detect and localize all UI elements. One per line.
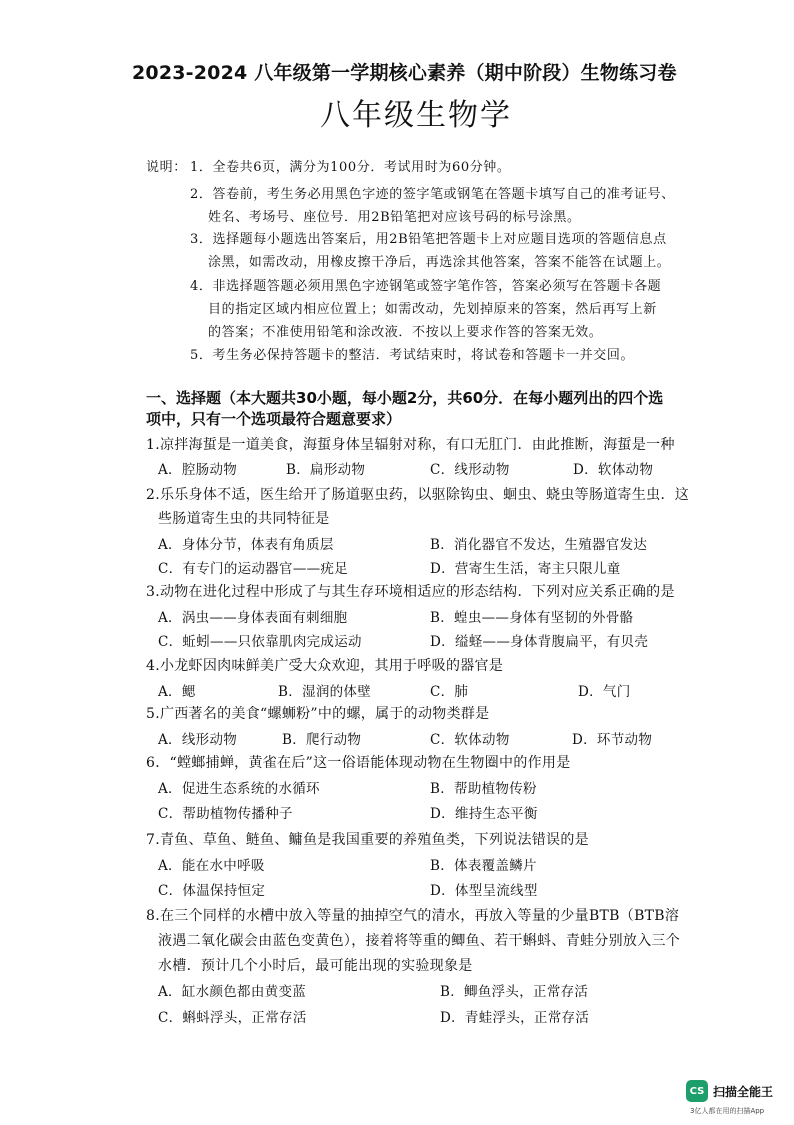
exam-subtitle: 八年级生物学 — [320, 98, 512, 133]
scanner-watermark — [686, 1080, 773, 1102]
option: D．青蛙浮头，正常存活 — [440, 1010, 590, 1026]
option: A．涡虫——身体表面有刺细胞 — [158, 610, 348, 626]
question-5: 5.广西著名的美食“螺蛳粉”中的螺，属于的动物类群是 — [146, 706, 490, 722]
question-6: 6．“螳螂捕蝉，黄雀在后”这一俗语能体现动物在生物圈中的作用是 — [146, 755, 571, 771]
option: B．帮助植物传粉 — [430, 781, 537, 797]
notes-label: 说明： — [146, 160, 187, 175]
note-line: 目的指定区域内相应位置上；如需改动，先划掉原来的答案，然后再写上新 — [208, 302, 657, 317]
scanner-name: 扫描全能王 — [713, 1084, 774, 1099]
option: D．软体动物 — [573, 462, 654, 478]
option: B．消化器官不发达，生殖器官发达 — [430, 537, 648, 553]
question-2-cont: 些肠道寄生虫的共同特征是 — [158, 511, 330, 527]
option: D．环节动物 — [572, 732, 653, 748]
note-line: 4．非选择题答题必须用黑色字迹钢笔或签字笔作答，答案必须写在答题卡各题 — [190, 279, 662, 294]
question-4: 4.小龙虾因肉味鲜美广受大众欢迎，其用于呼吸的器官是 — [146, 658, 504, 674]
option: C．有专门的运动器官——疣足 — [158, 561, 349, 577]
option: B．蝗虫——身体有坚韧的外骨骼 — [430, 610, 634, 626]
question-8: 8.在三个同样的水槽中放入等量的抽掉空气的清水，再放入等量的少量BTB（BTB溶 — [146, 908, 680, 924]
option: C．体温保持恒定 — [158, 883, 266, 899]
scanner-tagline: 3亿人都在用的扫描App — [690, 1107, 765, 1115]
option: A．能在水中呼吸 — [158, 858, 265, 874]
question-7: 7.青鱼、草鱼、鲢鱼、鳙鱼是我国重要的养殖鱼类，下列说法错误的是 — [146, 832, 589, 848]
option: C．帮助植物传播种子 — [158, 806, 293, 822]
option: C．软体动物 — [430, 732, 510, 748]
question-1: 1.凉拌海蜇是一道美食，海蜇身体呈辐射对称，有口无肛门．由此推断，海蜇是一种 — [146, 437, 675, 453]
option: A．促进生态系统的水循环 — [158, 781, 320, 797]
option: B．湿润的体壁 — [278, 684, 372, 700]
note-line: 3．选择题每小题选出答案后，用2B铅笔把答题卡上对应题目选项的答题信息点 — [190, 232, 667, 247]
note-line: 的答案；不准使用铅笔和涂改液．不按以上要求作答的答案无效。 — [208, 325, 603, 340]
option: D．营寄生生活，寄主只限儿童 — [430, 561, 621, 577]
option: B．扁形动物 — [286, 462, 366, 478]
option: B．鲫鱼浮头，正常存活 — [440, 984, 589, 1000]
question-8-cont: 水槽．预计几个小时后，最可能出现的实验现象是 — [158, 958, 473, 974]
option: D．缢蛏——身体背腹扁平，有贝壳 — [430, 634, 649, 650]
option: D．维持生态平衡 — [430, 806, 538, 822]
question-2: 2.乐乐身体不适，医生给开了肠道驱虫药，以驱除钩虫、蛔虫、蛲虫等肠道寄生虫．这 — [146, 487, 690, 503]
section-heading: 一、选择题（本大题共30小题，每小题2分，共60分．在每小题列出的四个选项中，只有一个选项最符合题意要求） — [146, 389, 664, 428]
note-line: 1．全卷共6页，满分为100分．考试用时为60分钟。 — [190, 160, 511, 175]
option: C．蝌蚪浮头，正常存活 — [158, 1010, 307, 1026]
question-3: 3.动物在进化过程中形成了与其生存环境相适应的形态结构．下列对应关系正确的是 — [146, 584, 675, 600]
note-line: 5．考生务必保持答题卡的整洁．考试结束时，将试卷和答题卡一并交回。 — [190, 348, 635, 363]
option: C．线形动物 — [430, 462, 510, 478]
option: C．蚯蚓——只依靠肌肉完成运动 — [158, 634, 362, 650]
note-line: 涂黑，如需改动，用橡皮擦干净后，再选涂其他答案，答案不能答在试题上。 — [208, 255, 671, 270]
exam-title: 2023-2024 八年级第一学期核心素养（期中阶段）生物练习卷 — [132, 62, 677, 84]
option: B．体表覆盖鳞片 — [430, 858, 537, 874]
option: C．肺 — [430, 684, 469, 700]
option: A．腔肠动物 — [158, 462, 238, 478]
scanner-logo-icon: CS — [686, 1080, 708, 1102]
note-line: 2．答卷前，考生务必用黑色字迹的签字笔或钢笔在答题卡填写自己的准考证号、 — [190, 187, 675, 202]
option: A．身体分节，体表有角质层 — [158, 537, 334, 553]
note-line: 姓名、考场号、座位号．用2B铅笔把对应该号码的标号涂黑。 — [208, 210, 581, 225]
option: A．线形动物 — [158, 732, 238, 748]
option: A．缸水颜色都由黄变蓝 — [158, 984, 307, 1000]
option: B．爬行动物 — [282, 732, 362, 748]
question-8-cont: 液遇二氧化碳会由蓝色变黄色），接着将等重的鲫鱼、若干蝌蚪、青蛙分别放入三个 — [158, 933, 681, 949]
option: D．气门 — [578, 684, 631, 700]
option: D．体型呈流线型 — [430, 883, 538, 899]
option: A．鳃 — [158, 684, 196, 700]
